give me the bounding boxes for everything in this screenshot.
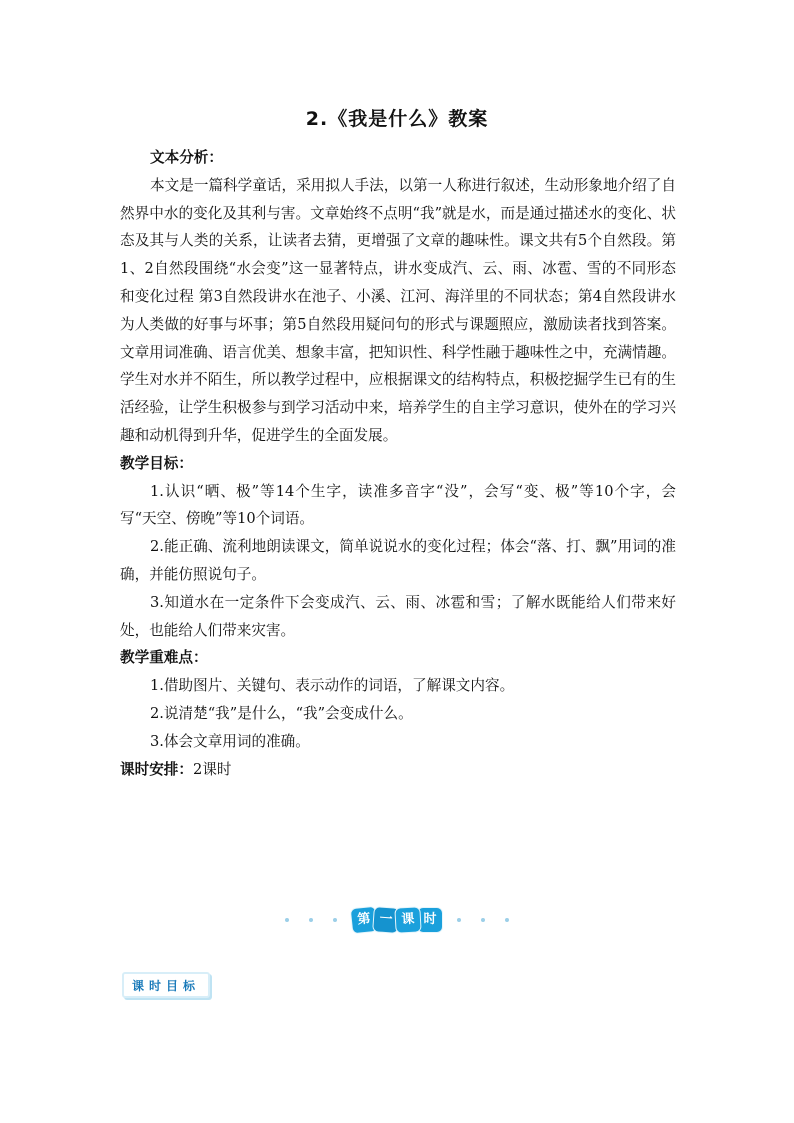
goal-item-3: 3.知道水在一定条件下会变成汽、云、雨、冰雹和雪；了解水既能给人们带来好处，也能给人们带来灾害。 [120,593,676,639]
decor-dot [333,918,337,922]
page-title: 2.《我是什么》教案 [305,108,489,130]
schedule-heading: 课时安排： [120,760,193,778]
goal-item-2: 2.能正确、流利地朗读课文，简单说说水的变化过程；体会“落、打、飘”用词的准确，并能仿照说句子。 [120,538,676,583]
keypoint-item-3: 3.体会文章用词的准确。 [150,732,310,750]
lesson-badge-char: 时 [418,908,442,932]
schedule-value: 2课时 [192,760,232,778]
lesson-badge-char: 第 [351,907,377,933]
lesson-banner [0,905,794,935]
analysis-paragraph: 本文是一篇科学童话，采用拟人手法，以第一人称进行叙述，生动形象地介绍了自然界中水的变化及其利与害。文章始终不点明“我”就是水，而是通过描述水的变化、状态及其与人类的关系，让读者去猜，更增强了文章的趣味性。课文共有5个自然段。第1、2自然段围绕“水会变”这一显著特点，讲水变成汽、云、雨、冰雹、雪的不同形态和变化过程 第3自然段讲水在池子、小溪、江河、海洋里的不同状态；第4自然段讲水为人类做的好事与坏事；第5自然段用疑问句的形式与课题照应，激励读者找到答案。文章用词准确、语言优美、想象丰富，把知识性、科学性融于趣味性之中，充满情趣。学生对水并不陌生，所以教学过程中，应根据课文的结构特点，积极挖掘学生已有的生活经验，让学生积极参与到学习活动中来，培养学生的自主学习意识，使外在的学习兴趣和动机得到升华，促进学生的全面发展。 [120,176,676,444]
keypoint-item-2: 2.说清楚“我”是什么，“我”会变成什么。 [150,704,413,722]
document-body [120,144,676,783]
goals-heading: 教学目标： [120,454,193,472]
keypoints-heading: 教学重难点： [120,649,208,667]
decor-dot [505,918,509,922]
analysis-heading: 文本分析： [150,149,223,166]
decor-dot [285,918,289,922]
section-tag: 课时目标 [122,972,210,998]
lesson-badge-char: 一 [373,907,399,933]
goal-item-1: 1.认识“晒、极”等14个生字，读准多音字“没”，会写“变、极”等10个字，会写“天空、傍晚”等10个词语。 [120,482,676,528]
schedule-line [120,756,676,784]
decor-dot [309,918,313,922]
decor-dot [457,918,461,922]
keypoint-item-1: 1.借助图片、关键句、表示动作的词语，了解课文内容。 [150,677,515,695]
decor-dot [481,918,485,922]
lesson-badge-char: 课 [395,907,420,932]
lesson-badge-group [353,908,441,932]
